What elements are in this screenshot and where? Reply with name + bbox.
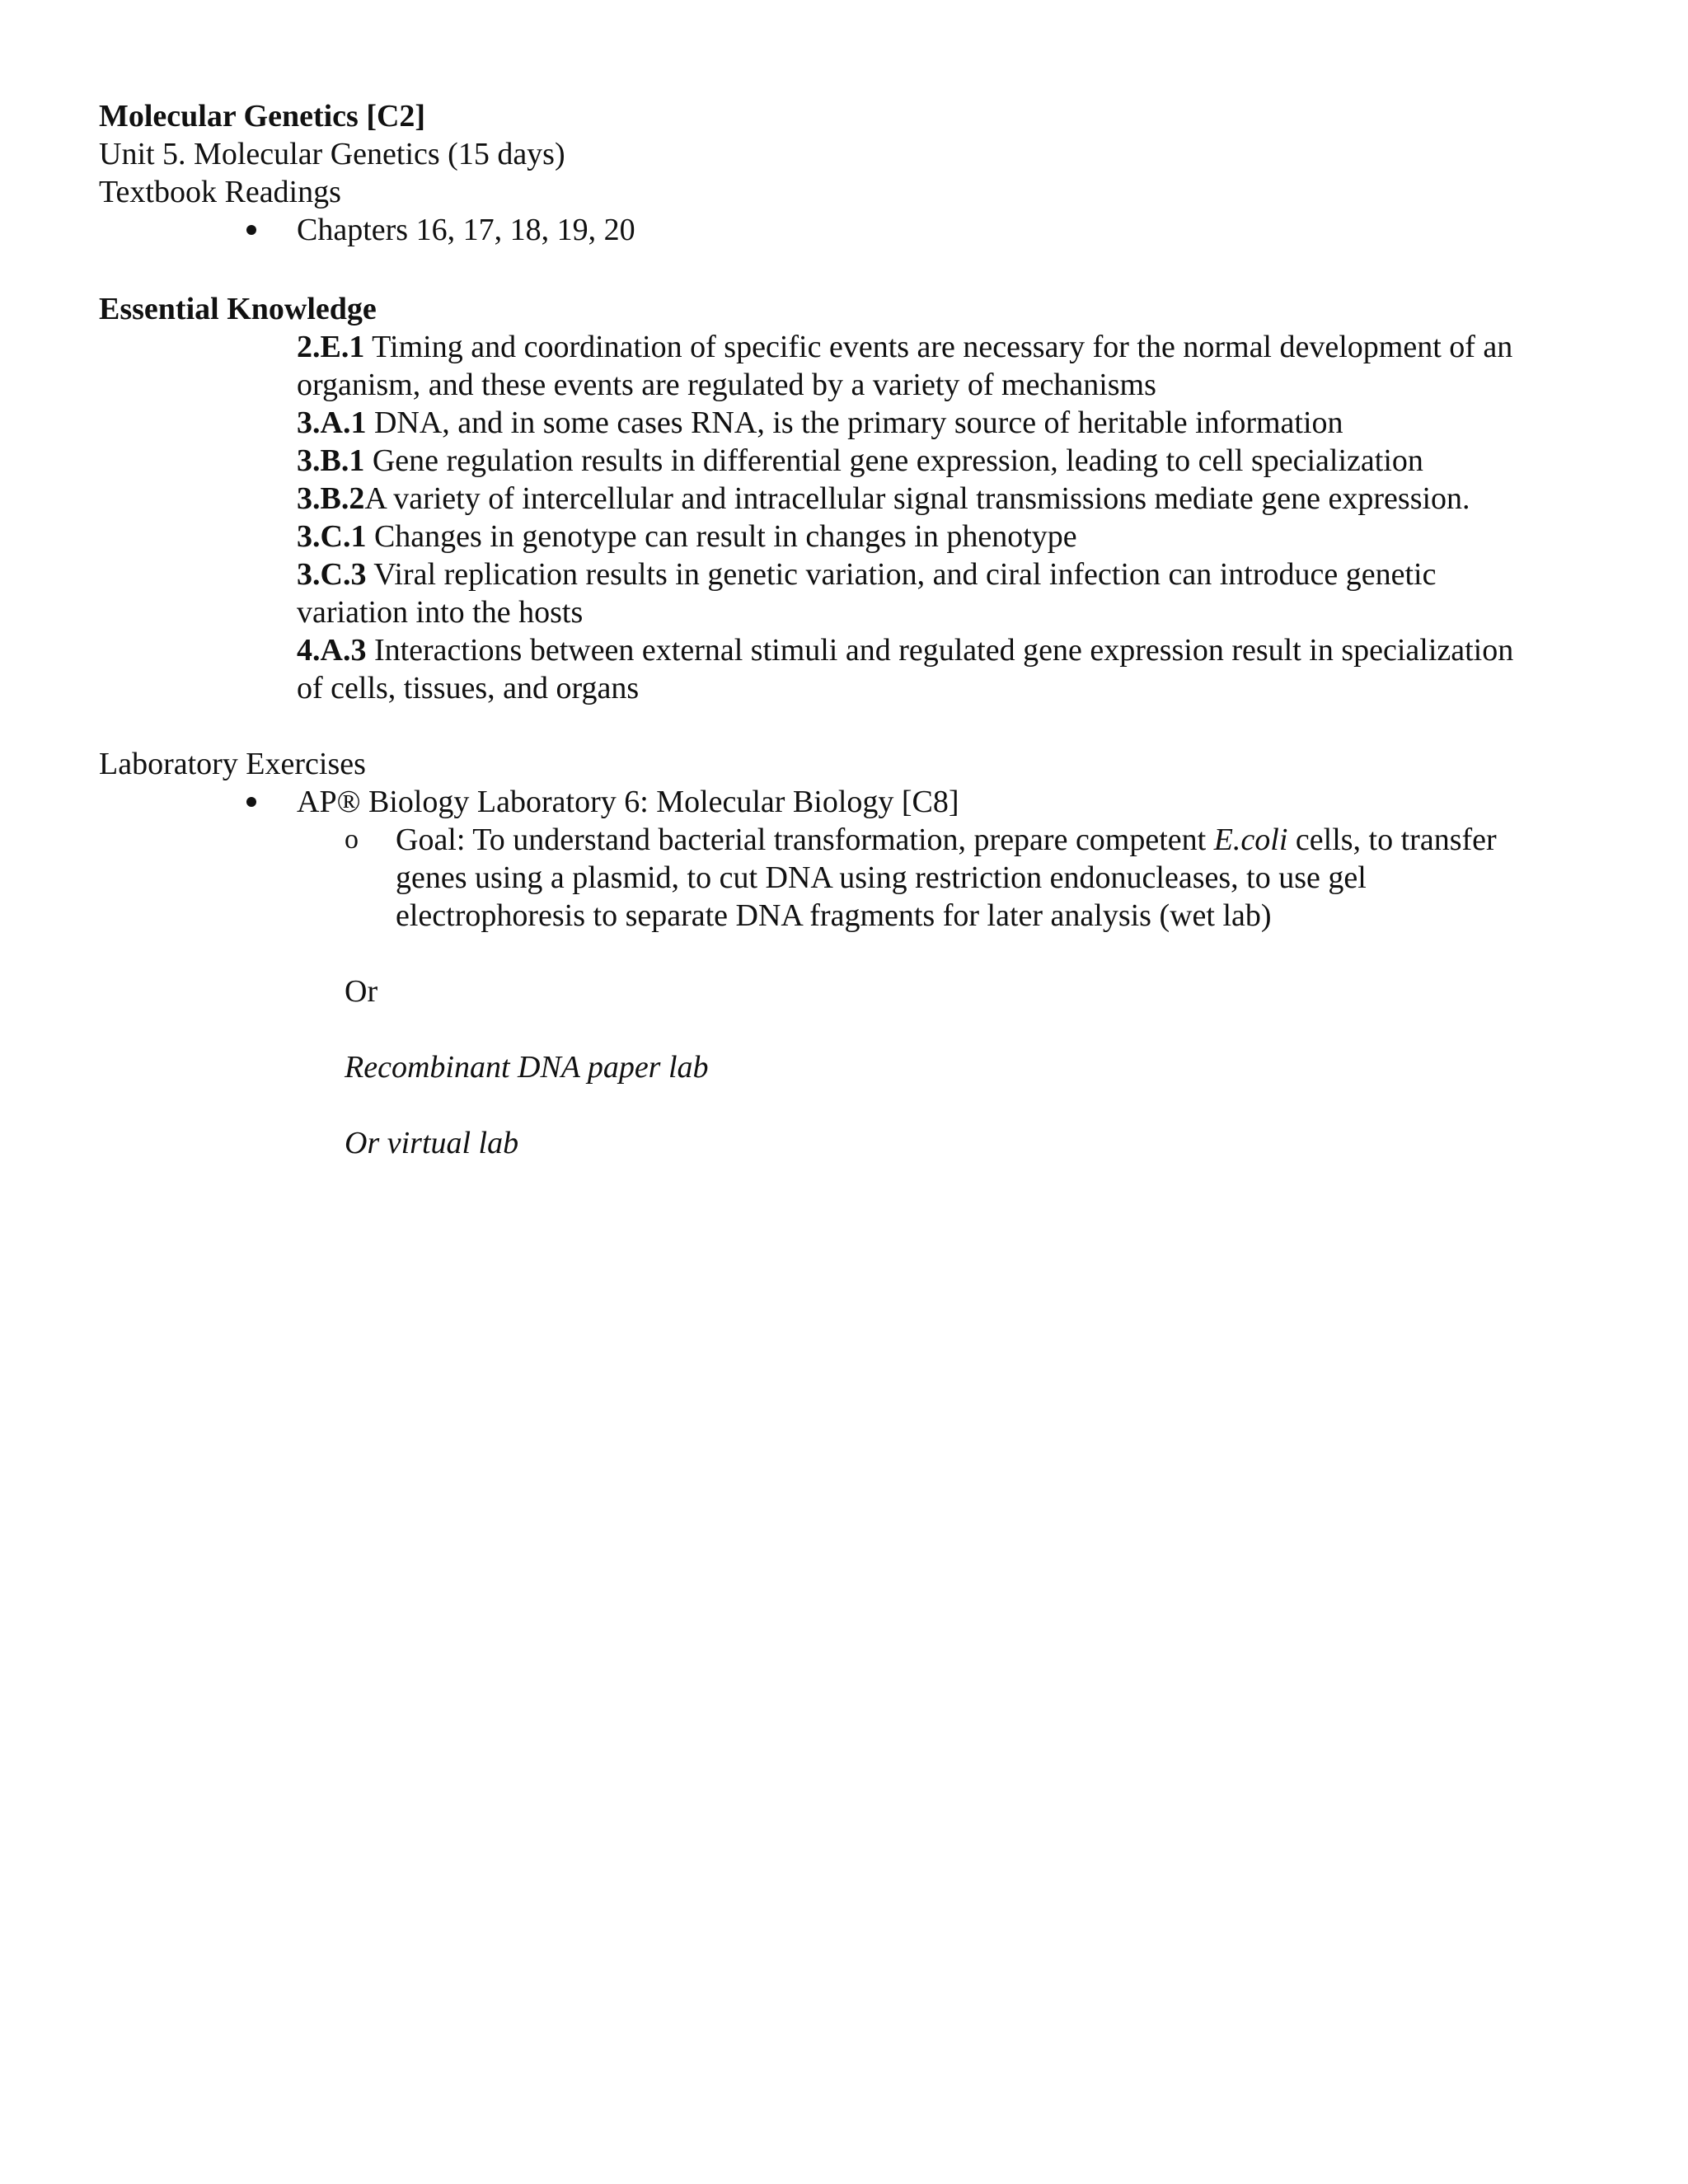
or-label: Or	[345, 974, 378, 1009]
bullet-icon	[246, 225, 256, 235]
goal-organism: E.coli	[1213, 823, 1288, 857]
laboratory-section	[99, 745, 1599, 1162]
lab-goal-text	[396, 821, 1497, 935]
alt-lab-1: Recombinant DNA paper lab	[345, 1050, 709, 1085]
readings-item-text: Chapters 16, 17, 18, 19, 20	[297, 213, 635, 247]
ek-code: 4.A.3	[297, 633, 367, 668]
ek-item-4a3-cont: of cells, tissues, and organs	[297, 671, 640, 705]
circle-bullet-icon: o	[345, 824, 359, 855]
document-title: Molecular Genetics [C2]	[99, 99, 426, 134]
goal-line-3: electrophoresis to separate DNA fragments for later analysis (wet lab)	[396, 898, 1272, 933]
unit-line: Unit 5. Molecular Genetics (15 days)	[99, 137, 565, 171]
ek-text: Gene regulation results in differential gene expression, leading to cell specialization	[364, 443, 1423, 478]
ek-code: 3.C.1	[297, 519, 367, 554]
lab-goal-item	[99, 821, 1599, 935]
ek-item-2e1-cont: organism, and these events are regulated by a variety of mechanisms	[297, 368, 1156, 402]
alt-lab-2: Or virtual lab	[345, 1126, 519, 1160]
ek-code: 3.A.1	[297, 405, 367, 440]
ek-text: DNA, and in some cases RNA, is the primary source of heritable information	[366, 405, 1343, 440]
goal-prefix: Goal: To understand bacterial transformation, prepare competent	[396, 823, 1214, 857]
ek-text: Viral replication results in genetic variation, and ciral infection can introduce genetic	[366, 557, 1437, 592]
essential-knowledge-list	[297, 328, 1665, 707]
ek-code: 3.B.2	[297, 481, 365, 516]
ek-item-3c3-cont: variation into the hosts	[297, 595, 584, 630]
ek-text: Changes in genotype can result in changes in phenotype	[366, 519, 1077, 554]
ek-item-3c3	[297, 555, 1665, 593]
ek-item-3a1	[297, 404, 1665, 442]
essential-knowledge-section	[99, 290, 1599, 707]
ek-code: 3.B.1	[297, 443, 365, 478]
essential-knowledge-heading: Essential Knowledge	[99, 292, 377, 326]
ek-text: Timing and coordination of specific events are necessary for the normal development of an	[364, 330, 1513, 364]
lab-title: AP® Biology Laboratory 6: Molecular Biology [C8]	[297, 785, 959, 819]
ek-code: 3.C.3	[297, 557, 367, 592]
ek-item-4a3	[297, 631, 1665, 669]
readings-list-item	[99, 211, 1599, 249]
lab-list-item	[99, 783, 1599, 821]
goal-line-1	[396, 821, 1497, 859]
ek-item-2e1	[297, 328, 1665, 366]
ek-code: 2.E.1	[297, 330, 365, 364]
alt-lab-2-row	[99, 1124, 1599, 1162]
goal-suffix: cells, to transfer	[1287, 823, 1497, 857]
ek-text: A variety of intercellular and intracellular signal transmissions mediate gene expression.	[364, 481, 1470, 516]
bullet-icon	[246, 797, 256, 807]
header-section	[99, 97, 1599, 249]
ek-item-3b2	[297, 480, 1665, 518]
readings-label: Textbook Readings	[99, 175, 341, 209]
goal-line-2: genes using a plasmid, to cut DNA using restriction endonucleases, to use gel	[396, 860, 1367, 895]
ek-item-3b1	[297, 442, 1665, 480]
ek-item-3c1	[297, 518, 1665, 555]
or-row	[99, 972, 1599, 1010]
laboratory-heading: Laboratory Exercises	[99, 747, 366, 781]
alt-lab-1-row	[99, 1048, 1599, 1086]
ek-text: Interactions between external stimuli and regulated gene expression result in specialization	[366, 633, 1514, 668]
